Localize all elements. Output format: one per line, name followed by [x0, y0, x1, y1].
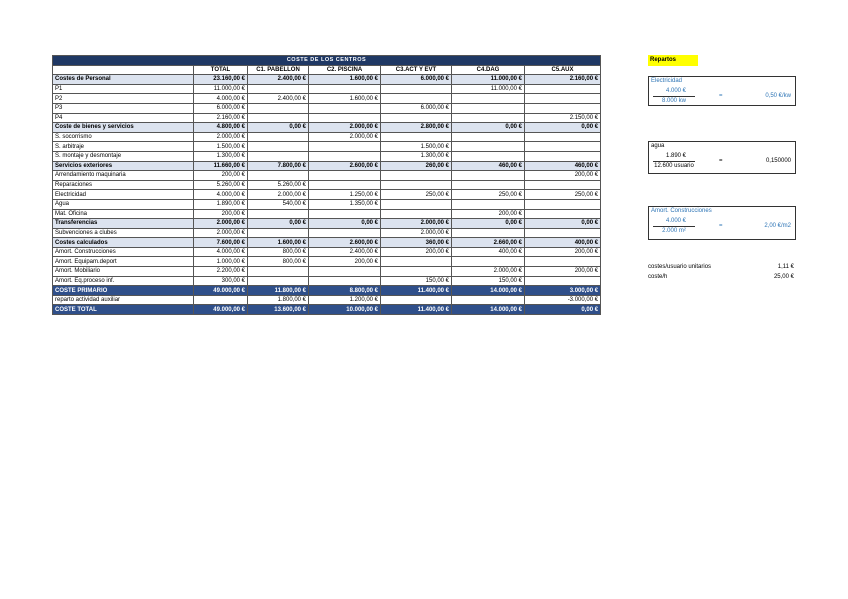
agua-title: agua: [651, 143, 665, 149]
cell-value: 300,00 €: [194, 276, 248, 286]
cell-value: [381, 113, 452, 123]
cell-value: [381, 199, 452, 209]
cell-value: 8.800,00 €: [309, 286, 381, 296]
table-row: [53, 75, 601, 85]
row-label: Arrendamiento maquinaria: [53, 171, 194, 181]
cell-value: [248, 267, 309, 277]
cell-value: [381, 84, 452, 94]
table-row: [53, 247, 601, 257]
cell-value: [194, 295, 248, 305]
column-header: TOTAL: [194, 65, 248, 75]
cell-value: 1.500,00 €: [194, 142, 248, 152]
electricidad-denominator: 8.000 kw: [661, 98, 686, 104]
cell-value: [248, 151, 309, 161]
table-row: [53, 238, 601, 248]
cell-value: 4.800,00 €: [194, 123, 248, 133]
row-label: P4: [53, 113, 194, 123]
cell-value: 0,00 €: [525, 219, 601, 229]
cell-value: [309, 171, 381, 181]
cell-value: 260,00 €: [381, 161, 452, 171]
cell-value: 200,00 €: [381, 247, 452, 257]
cell-value: [525, 228, 601, 238]
cell-value: 2.600,00 €: [309, 161, 381, 171]
cell-value: 250,00 €: [452, 190, 525, 200]
cell-value: 11.000,00 €: [452, 84, 525, 94]
cell-value: [381, 267, 452, 277]
cell-value: 4.000,00 €: [194, 94, 248, 104]
cell-value: 2.150,00 €: [525, 113, 601, 123]
table-row: [53, 267, 601, 277]
cell-value: [452, 228, 525, 238]
table-row: [53, 199, 601, 209]
cell-value: 10.000,00 €: [309, 305, 381, 315]
row-label: Reparaciones: [53, 180, 194, 190]
cell-value: 23.160,00 €: [194, 75, 248, 85]
cell-value: [309, 103, 381, 113]
table-row: [53, 305, 601, 315]
cell-value: 14.000,00 €: [452, 305, 525, 315]
cell-value: 2.000,00 €: [309, 123, 381, 133]
cell-value: 1.500,00 €: [381, 142, 452, 152]
cell-value: [525, 199, 601, 209]
table-row: [53, 286, 601, 296]
cell-value: [309, 276, 381, 286]
equals-sign: =: [719, 93, 723, 99]
cell-value: 2.000,00 €: [194, 132, 248, 142]
table-row: [53, 295, 601, 305]
agua-result: 0,150000: [765, 158, 791, 164]
cell-value: 360,00 €: [381, 238, 452, 248]
cell-value: [525, 180, 601, 190]
cell-value: [452, 199, 525, 209]
amort-title: Amort. Construcciones: [651, 208, 712, 214]
cell-value: 1.250,00 €: [309, 190, 381, 200]
coste-hora-value: 25,00 €: [773, 274, 794, 280]
cell-value: [452, 94, 525, 104]
fraction-line: [653, 96, 695, 97]
row-label: Amort. Mobiliario: [53, 267, 194, 277]
cell-value: 200,00 €: [525, 247, 601, 257]
row-label: Electricidad: [53, 190, 194, 200]
cell-value: -3.000,00 €: [525, 295, 601, 305]
cell-value: 1.600,00 €: [309, 94, 381, 104]
cell-value: 6.000,00 €: [381, 75, 452, 85]
row-label: Mat. Oficina: [53, 209, 194, 219]
cell-value: 7.800,00 €: [248, 161, 309, 171]
cell-value: [525, 257, 601, 267]
row-label: reparto actividad auxiliar: [53, 295, 194, 305]
cell-value: [248, 228, 309, 238]
cell-value: 1.600,00 €: [309, 75, 381, 85]
cell-value: [248, 171, 309, 181]
cost-centers-table: [52, 55, 601, 315]
cell-value: 0,00 €: [248, 123, 309, 133]
row-label: Costes de Personal: [53, 75, 194, 85]
cell-value: [525, 94, 601, 104]
cell-value: [309, 209, 381, 219]
cell-value: [309, 113, 381, 123]
cell-value: 6.000,00 €: [194, 103, 248, 113]
cell-value: [525, 209, 601, 219]
cell-value: 2.000,00 €: [248, 190, 309, 200]
cell-value: [248, 113, 309, 123]
cell-value: [309, 151, 381, 161]
table-row: [53, 190, 601, 200]
cell-value: [248, 103, 309, 113]
table-row: [53, 94, 601, 104]
row-label: Agua: [53, 199, 194, 209]
row-label: COSTE TOTAL: [53, 305, 194, 315]
row-label: S. montaje y desmontaje: [53, 151, 194, 161]
column-header: C1. PABELLON: [248, 65, 309, 75]
row-label: Transferencias: [53, 219, 194, 229]
table-row: [53, 171, 601, 181]
cell-value: [381, 171, 452, 181]
cell-value: 0,00 €: [309, 219, 381, 229]
row-label: Costes calculados: [53, 238, 194, 248]
cell-value: 1.300,00 €: [194, 151, 248, 161]
cell-value: 800,00 €: [248, 247, 309, 257]
cell-value: [452, 171, 525, 181]
cell-value: 5.260,00 €: [248, 180, 309, 190]
cell-value: [452, 132, 525, 142]
table-row: [53, 84, 601, 94]
cell-value: 0,00 €: [525, 123, 601, 133]
cell-value: [381, 209, 452, 219]
row-label: P3: [53, 103, 194, 113]
cell-value: 200,00 €: [194, 171, 248, 181]
cell-value: [452, 151, 525, 161]
cell-value: 1.200,00 €: [309, 295, 381, 305]
cell-value: [309, 142, 381, 152]
cell-value: [525, 142, 601, 152]
coste-usuario-value: 1,11 €: [777, 264, 794, 270]
equals-sign: =: [719, 223, 723, 229]
cell-value: [452, 180, 525, 190]
cell-value: 49.000,00 €: [194, 305, 248, 315]
cell-value: 2.400,00 €: [248, 94, 309, 104]
table-row: [53, 219, 601, 229]
row-label: P2: [53, 94, 194, 104]
cell-value: 460,00 €: [525, 161, 601, 171]
cell-value: 1.600,00 €: [248, 238, 309, 248]
cell-value: [452, 295, 525, 305]
cell-value: 2.400,00 €: [309, 247, 381, 257]
cell-value: 2.800,00 €: [381, 123, 452, 133]
cell-value: 0,00 €: [248, 219, 309, 229]
cell-value: [381, 180, 452, 190]
row-label: Coste de bienes y servicios: [53, 123, 194, 133]
cell-value: 150,00 €: [381, 276, 452, 286]
cell-value: [248, 209, 309, 219]
cell-value: 11.400,00 €: [381, 286, 452, 296]
agua-numerator: 1.890 €: [665, 153, 687, 159]
column-header: C2. PISCINA: [309, 65, 381, 75]
cell-value: [525, 84, 601, 94]
cell-value: 400,00 €: [452, 247, 525, 257]
row-label: P1: [53, 84, 194, 94]
cell-value: [452, 257, 525, 267]
table-row: [53, 132, 601, 142]
row-label: S. arbitraje: [53, 142, 194, 152]
amort-result: 2,00 €/m2: [764, 223, 791, 229]
cell-value: 2.000,00 €: [194, 228, 248, 238]
cell-value: 200,00 €: [194, 209, 248, 219]
cell-value: 2.400,00 €: [248, 75, 309, 85]
cell-value: 0,00 €: [452, 219, 525, 229]
cell-value: 11.000,00 €: [194, 84, 248, 94]
cell-value: 2.000,00 €: [381, 228, 452, 238]
cell-value: [452, 113, 525, 123]
cell-value: [452, 142, 525, 152]
cell-value: 2.160,00 €: [194, 113, 248, 123]
table-row: [53, 142, 601, 152]
cell-value: [525, 132, 601, 142]
cell-value: 2.660,00 €: [452, 238, 525, 248]
column-header: C4.DAG: [452, 65, 525, 75]
cell-value: 200,00 €: [525, 171, 601, 181]
cell-value: 4.000,00 €: [194, 247, 248, 257]
row-label: Subvenciones a clubes: [53, 228, 194, 238]
cell-value: 3.000,00 €: [525, 286, 601, 296]
cell-value: 1.300,00 €: [381, 151, 452, 161]
table-row: [53, 113, 601, 123]
cell-value: 1.000,00 €: [194, 257, 248, 267]
table-row: [53, 161, 601, 171]
electricidad-box: [648, 76, 796, 106]
cell-value: [525, 151, 601, 161]
column-header: C5.AUX: [525, 65, 601, 75]
table-row: [53, 123, 601, 133]
cell-value: 14.000,00 €: [452, 286, 525, 296]
cell-value: 0,00 €: [452, 123, 525, 133]
cell-value: 49.000,00 €: [194, 286, 248, 296]
cell-value: 540,00 €: [248, 199, 309, 209]
cell-value: 7.600,00 €: [194, 238, 248, 248]
column-header: [53, 65, 194, 75]
cell-value: 2.000,00 €: [452, 267, 525, 277]
row-label: Servicios exteriores: [53, 161, 194, 171]
cell-value: 5.260,00 €: [194, 180, 248, 190]
row-label: S. socorrismo: [53, 132, 194, 142]
cell-value: [248, 142, 309, 152]
cell-value: [248, 276, 309, 286]
table-row: [53, 209, 601, 219]
electricidad-title: Electricidad: [651, 78, 683, 84]
repartos-label: Repartos: [648, 55, 698, 66]
cell-value: 1.890,00 €: [194, 199, 248, 209]
cell-value: 2.000,00 €: [381, 219, 452, 229]
table-row: [53, 228, 601, 238]
cell-value: [381, 295, 452, 305]
cell-value: [381, 132, 452, 142]
cell-value: 0,00 €: [525, 305, 601, 315]
cell-value: 200,00 €: [525, 267, 601, 277]
table-row: [53, 151, 601, 161]
row-label: Amort. Equipam.deport: [53, 257, 194, 267]
cell-value: 2.000,00 €: [309, 132, 381, 142]
cell-value: 1.800,00 €: [248, 295, 309, 305]
cell-value: 11.800,00 €: [248, 286, 309, 296]
cell-value: 11.000,00 €: [452, 75, 525, 85]
cell-value: 800,00 €: [248, 257, 309, 267]
cell-value: 6.000,00 €: [381, 103, 452, 113]
agua-box: [648, 141, 796, 174]
agua-denominator: 12.600 usuario: [654, 163, 694, 169]
cell-value: 2.600,00 €: [309, 238, 381, 248]
equals-sign: =: [719, 158, 723, 164]
cell-value: 11.400,00 €: [381, 305, 452, 315]
cell-value: 13.600,00 €: [248, 305, 309, 315]
cell-value: 200,00 €: [452, 209, 525, 219]
amort-box: [648, 206, 796, 240]
cell-value: 2.000,00 €: [194, 219, 248, 229]
cell-value: 4.000,00 €: [194, 190, 248, 200]
cell-value: [381, 257, 452, 267]
row-label: Amort. Construcciones: [53, 247, 194, 257]
table-row: [53, 257, 601, 267]
cell-value: [525, 103, 601, 113]
cell-value: 460,00 €: [452, 161, 525, 171]
fraction-line: [653, 226, 695, 227]
cell-value: 250,00 €: [381, 190, 452, 200]
cell-value: 1.350,00 €: [309, 199, 381, 209]
cell-value: 150,00 €: [452, 276, 525, 286]
cell-value: [309, 267, 381, 277]
table-row: [53, 103, 601, 113]
cell-value: [381, 94, 452, 104]
table-row: [53, 276, 601, 286]
table-row: [53, 180, 601, 190]
row-label: COSTE PRIMARIO: [53, 286, 194, 296]
electricidad-numerator: 4.000 €: [665, 88, 687, 94]
cell-value: 2.200,00 €: [194, 267, 248, 277]
coste-usuario-label: costes/usuario unitarios: [648, 264, 712, 270]
fraction-line: [653, 161, 695, 162]
cell-value: [248, 132, 309, 142]
cell-value: [309, 180, 381, 190]
column-header: C3.ACT Y EVT: [381, 65, 452, 75]
cell-value: [309, 228, 381, 238]
table-title: COSTE DE LOS CENTROS: [53, 56, 601, 66]
row-label: Amort. Eq.proceso inf.: [53, 276, 194, 286]
cell-value: 400,00 €: [525, 238, 601, 248]
electricidad-result: 0,50 €/kw: [765, 93, 791, 99]
cell-value: [452, 103, 525, 113]
cell-value: [525, 276, 601, 286]
amort-denominator: 2.000 m²: [662, 228, 686, 234]
cell-value: [248, 84, 309, 94]
cell-value: 2.160,00 €: [525, 75, 601, 85]
coste-hora-label: coste/h: [648, 274, 668, 280]
cell-value: 11.660,00 €: [194, 161, 248, 171]
cell-value: [309, 84, 381, 94]
cell-value: 250,00 €: [525, 190, 601, 200]
cell-value: 200,00 €: [309, 257, 381, 267]
amort-numerator: 4.000 €: [665, 218, 687, 224]
